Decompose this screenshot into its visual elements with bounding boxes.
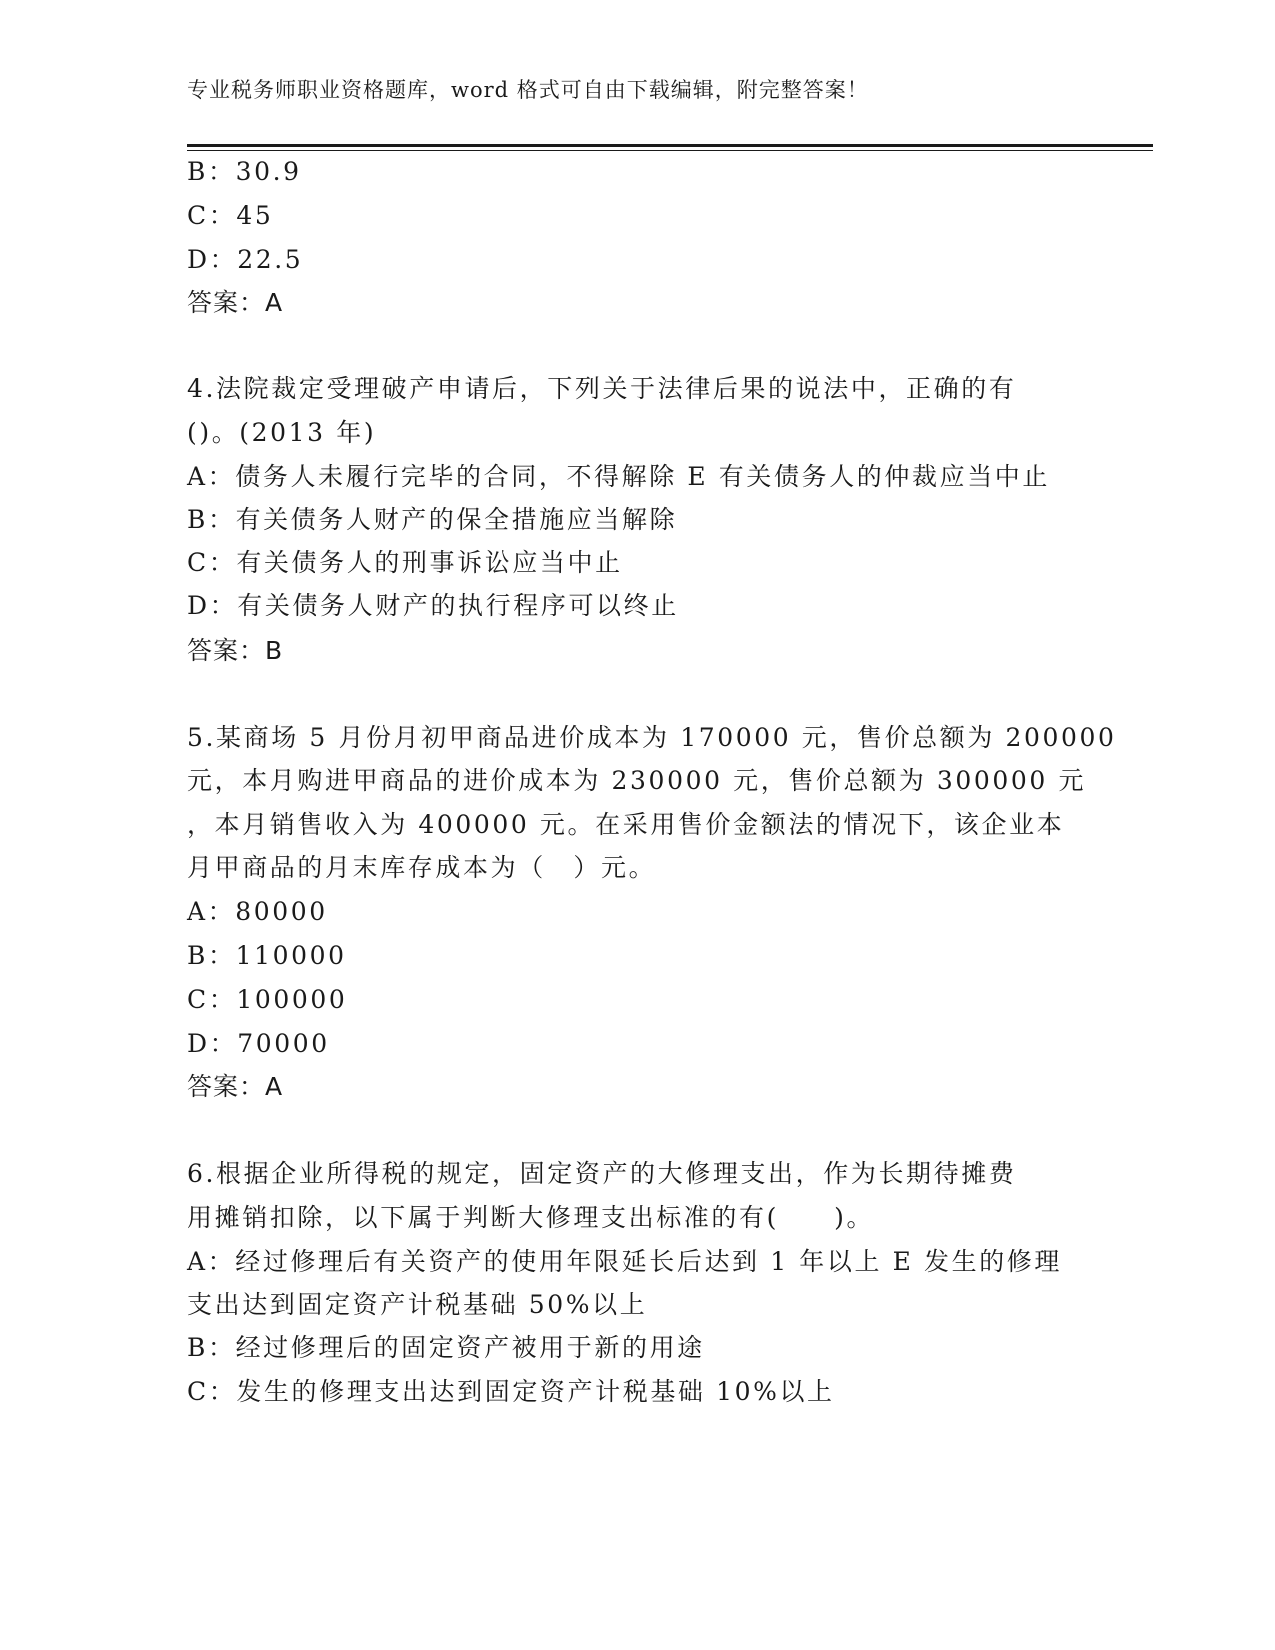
- q5-stem-line4: 月甲商品的月末库存成本为（ ）元。: [187, 853, 657, 882]
- q5-option-d: D：70000: [187, 1029, 330, 1058]
- q5-option-c: C：100000: [187, 985, 348, 1014]
- q6-stem-line2: 用摊销扣除，以下属于判断大修理支出标准的有( )。: [187, 1203, 875, 1232]
- q3-option-c: C：45: [187, 201, 274, 230]
- page-header: 专业税务师职业资格题库，word 格式可自由下载编辑，附完整答案！: [187, 78, 869, 102]
- q3-option-d: D：22.5: [187, 245, 304, 274]
- q4-stem-line2: ()。(2013 年): [187, 418, 377, 447]
- q6-option-c: C：发生的修理支出达到固定资产计税基础 10%以上: [187, 1377, 835, 1406]
- q5-option-a: A：80000: [187, 897, 328, 926]
- q6-stem-line1: 6.根据企业所得税的规定，固定资产的大修理支出，作为长期待摊费: [187, 1159, 1017, 1188]
- header-rule-thin: [187, 150, 1153, 151]
- q3-option-b: B：30.9: [187, 157, 302, 186]
- q4-stem-line1: 4.法院裁定受理破产申请后，下列关于法律后果的说法中，正确的有: [187, 374, 1017, 403]
- q5-stem-line1: 5.某商场 5 月份月初甲商品进价成本为 170000 元，售价总额为 200000: [187, 723, 1117, 752]
- q6-option-a-line2: 支出达到固定资产计税基础 50%以上: [187, 1290, 648, 1319]
- q4-option-a: A：债务人未履行完毕的合同，不得解除 E 有关债务人的仲裁应当中止: [187, 462, 1050, 491]
- q3-answer: 答案：A: [187, 288, 284, 317]
- q5-stem-line3: ，本月销售收入为 400000 元。在采用售价金额法的情况下，该企业本: [187, 810, 1065, 839]
- q4-option-c: C：有关债务人的刑事诉讼应当中止: [187, 548, 623, 577]
- q4-answer: 答案：B: [187, 636, 284, 665]
- q4-option-d: D：有关债务人财产的执行程序可以终止: [187, 591, 679, 620]
- header-rule-thick: [187, 144, 1153, 147]
- q6-option-b: B：经过修理后的固定资产被用于新的用途: [187, 1333, 705, 1362]
- q6-option-a-line1: A：经过修理后有关资产的使用年限延长后达到 1 年以上 E 发生的修理: [187, 1247, 1062, 1276]
- q5-answer: 答案：A: [187, 1072, 284, 1101]
- q4-option-b: B：有关债务人财产的保全措施应当解除: [187, 505, 678, 534]
- q5-option-b: B：110000: [187, 941, 347, 970]
- q5-stem-line2: 元，本月购进甲商品的进价成本为 230000 元，售价总额为 300000 元: [187, 766, 1087, 795]
